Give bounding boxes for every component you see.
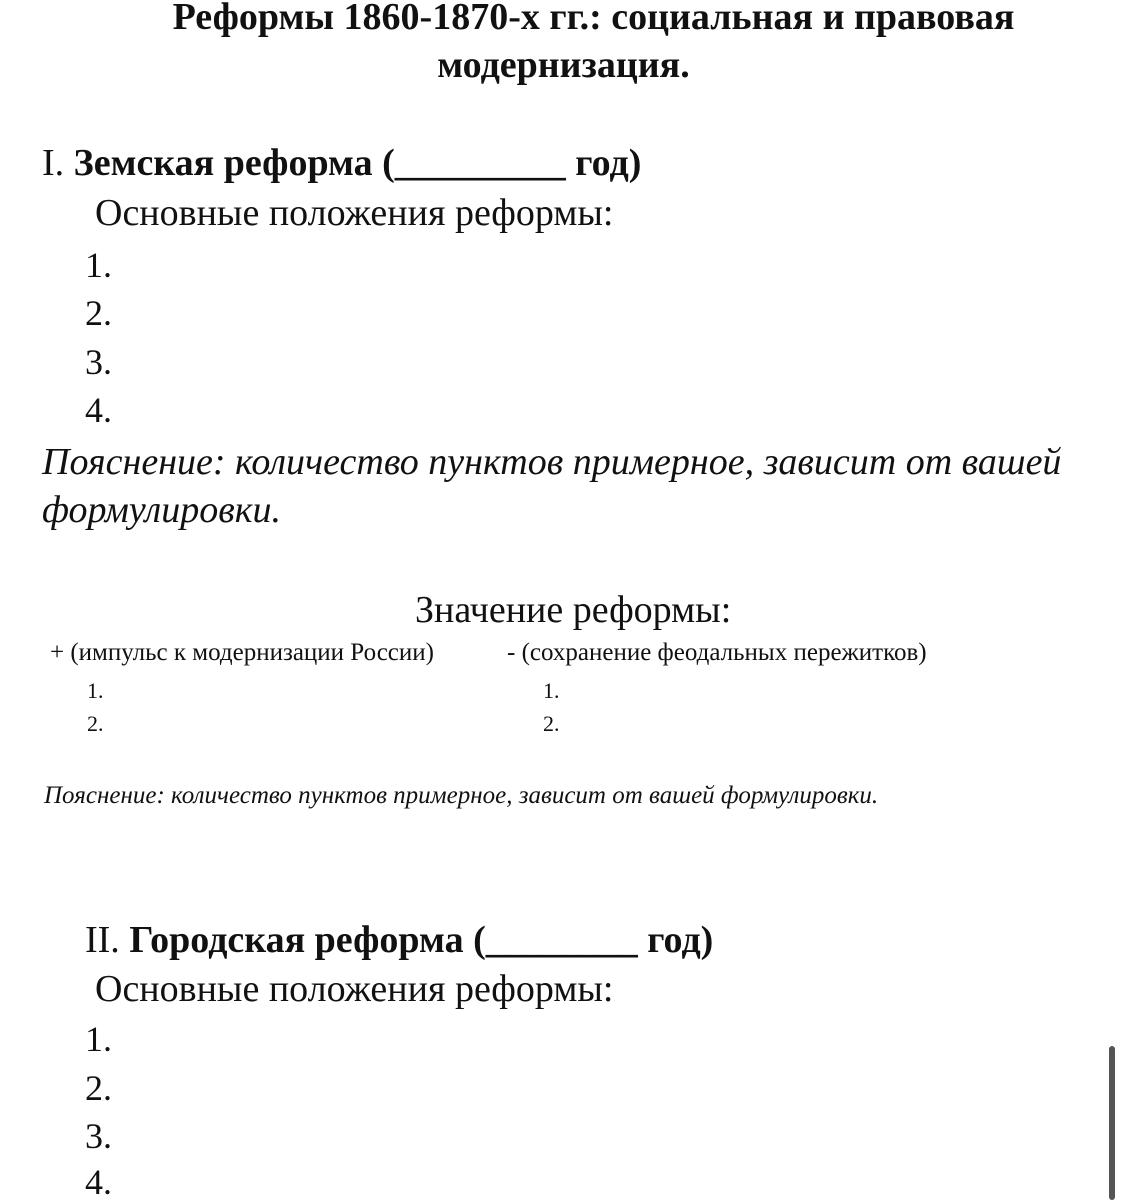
document-title-line-1: Реформы 1860-1870-х гг.: социальная и правовая [172,0,1015,38]
section-1-item-4: 4. [85,390,112,430]
section-2-numeral: II. [85,919,120,961]
section-1-subheading: Основные положения реформы: [95,192,614,234]
section-1-heading [42,140,641,186]
meaning-note: Пояснение: количество пунктов примерное, зависит от вашей формулировки. [44,782,879,809]
section-2-subheading: Основные положения реформы: [95,968,614,1010]
vertical-scrollbar[interactable] [1109,1046,1115,1200]
section-1-numeral: I. [42,142,65,184]
section-1-item-2: 2. [85,293,112,333]
meaning-plus-item-1: 1. [87,678,104,703]
meaning-minus-header: - (сохранение феодальных пережитков) [507,639,927,666]
meaning-plus-header: + (импульс к модернизации России) [50,639,434,666]
section-2-heading [85,917,713,963]
section-2-title: Городская реформа (________ год) [129,919,714,961]
section-2-item-2: 2. [85,1068,112,1108]
meaning-minus-item-1: 1. [543,678,560,703]
meaning-minus-item-2: 2. [543,711,560,736]
document-title-line-2: модернизация. [437,44,690,86]
section-2-item-1: 1. [85,1019,112,1059]
meaning-plus-item-2: 2. [87,711,104,736]
meaning-title: Значение реформы: [415,589,732,631]
section-1-item-1: 1. [85,245,112,285]
section-1-item-3: 3. [85,342,112,382]
section-1-title: Земская реформа (_________ год) [73,142,642,184]
section-1-note: Пояснение: количество пунктов примерное, зависит от вашей формулировки. [42,441,1062,531]
section-2-item-4: 4. [85,1162,112,1202]
section-2-item-3: 3. [85,1116,112,1156]
